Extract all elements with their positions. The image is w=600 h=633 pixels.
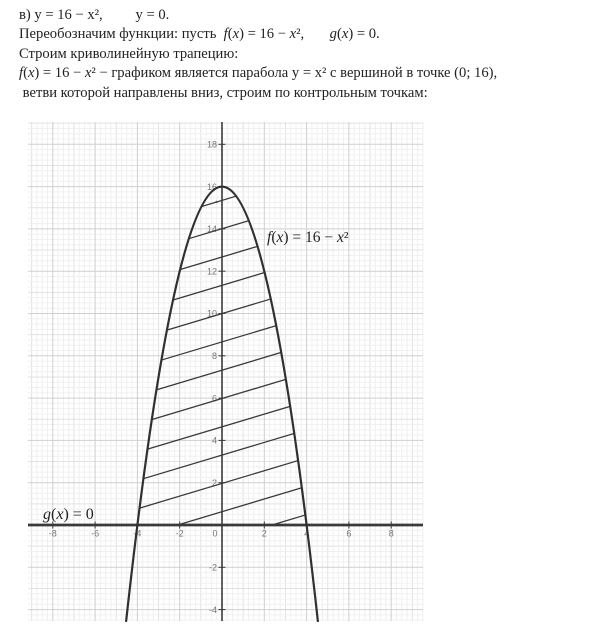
x-tick-label: -6 — [91, 528, 100, 539]
math-variable: g — [329, 26, 337, 43]
x-tick-label: 8 — [388, 528, 394, 539]
x-tick-label: 6 — [346, 528, 352, 539]
y-tick-label: 2 — [211, 477, 217, 488]
text-segment: Строим криволинейную трапецию: — [19, 45, 239, 62]
y-tick-label: 16 — [206, 181, 217, 192]
y-tick-label: 10 — [206, 308, 217, 319]
math-variable: x — [27, 65, 35, 82]
text-segment: ², — [296, 26, 305, 43]
x-tick-label: -2 — [175, 528, 184, 539]
text-segment: в) y = 16 − x², — [19, 7, 103, 23]
y-tick-label: 14 — [206, 224, 217, 235]
text-segment: Переобозначим функции: пусть — [19, 26, 224, 43]
text-segment: ) = 16 − — [34, 65, 85, 82]
g-function-label: g(x) = 0 — [43, 506, 94, 523]
text-segment: ² − графиком является парабола y = x² с вершиной в точке (0; 16), — [91, 65, 498, 82]
x-tick-label: 0 — [212, 528, 218, 539]
construction-point — [215, 201, 217, 203]
math-variable: f — [223, 26, 228, 43]
y-tick-label: -4 — [208, 604, 217, 615]
text-segment: ( — [336, 26, 342, 43]
y-tick-label: 4 — [211, 435, 217, 446]
x-tick-label: 2 — [261, 528, 267, 539]
x-tick-label: 4 — [304, 528, 310, 539]
y-tick-label: 6 — [211, 393, 217, 404]
text-segment: ветви которой направлены вниз, строим по контрольным точкам: — [19, 84, 428, 101]
y-tick-label: 12 — [206, 266, 217, 277]
y-tick-label: -2 — [208, 562, 217, 573]
text-segment: ) = 16 − — [239, 26, 290, 43]
text-segment: ( — [23, 65, 28, 82]
text-segment: ( — [227, 26, 233, 43]
x-tick-label: -4 — [133, 528, 142, 539]
math-variable: f — [19, 65, 24, 82]
y-tick-label: 8 — [211, 351, 217, 361]
y-tick-label: 18 — [206, 139, 217, 150]
math-variable: x — [232, 26, 240, 43]
math-variable: x — [341, 26, 349, 43]
text-segment: ) = 0. — [348, 26, 380, 43]
x-tick-label: -8 — [48, 528, 57, 539]
math-variable: x — [289, 26, 297, 43]
text-segment: y = 0. — [135, 7, 170, 23]
grid — [28, 122, 423, 621]
math-variable: x — [84, 65, 92, 82]
f-function-label: f(x) = 16 − x² — [267, 229, 349, 246]
